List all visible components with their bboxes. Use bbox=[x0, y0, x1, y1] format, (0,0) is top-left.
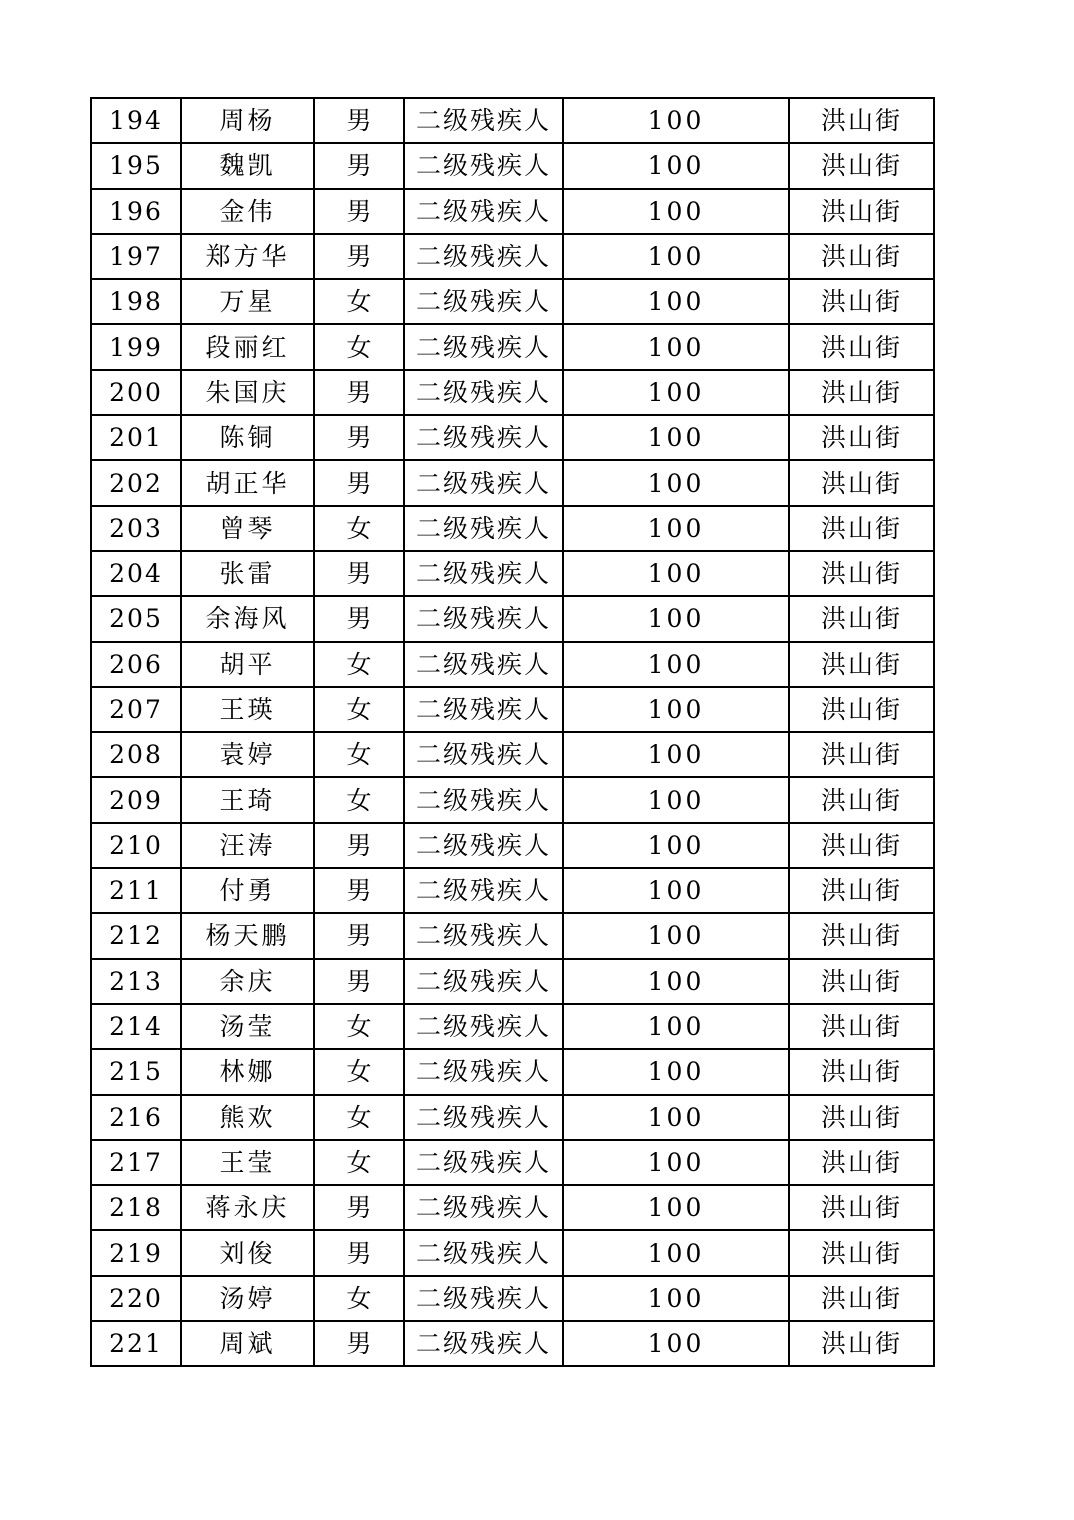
name-cell: 余海风 bbox=[181, 596, 314, 641]
gender-cell: 男 bbox=[314, 370, 404, 415]
table-row bbox=[91, 143, 934, 188]
roster-table-body bbox=[91, 98, 934, 1366]
row-number-cell: 219 bbox=[91, 1230, 181, 1275]
street-cell: 洪山街 bbox=[789, 1185, 934, 1230]
street-cell: 洪山街 bbox=[789, 143, 934, 188]
amount-cell: 100 bbox=[563, 868, 789, 913]
table-row bbox=[91, 1140, 934, 1185]
disability-level-cell: 二级残疾人 bbox=[404, 460, 563, 505]
street-cell: 洪山街 bbox=[789, 1276, 934, 1321]
gender-cell: 男 bbox=[314, 1185, 404, 1230]
table-row bbox=[91, 642, 934, 687]
table-row bbox=[91, 732, 934, 777]
disability-level-cell: 二级残疾人 bbox=[404, 913, 563, 958]
amount-cell: 100 bbox=[563, 460, 789, 505]
amount-cell: 100 bbox=[563, 777, 789, 822]
disability-level-cell: 二级残疾人 bbox=[404, 687, 563, 732]
row-number-cell: 200 bbox=[91, 370, 181, 415]
row-number-cell: 210 bbox=[91, 823, 181, 868]
amount-cell: 100 bbox=[563, 1049, 789, 1094]
name-cell: 王瑛 bbox=[181, 687, 314, 732]
disability-level-cell: 二级残疾人 bbox=[404, 1230, 563, 1275]
gender-cell: 女 bbox=[314, 732, 404, 777]
gender-cell: 女 bbox=[314, 1276, 404, 1321]
amount-cell: 100 bbox=[563, 1276, 789, 1321]
disability-level-cell: 二级残疾人 bbox=[404, 868, 563, 913]
row-number-cell: 205 bbox=[91, 596, 181, 641]
name-cell: 余庆 bbox=[181, 959, 314, 1004]
row-number-cell: 196 bbox=[91, 189, 181, 234]
gender-cell: 男 bbox=[314, 1321, 404, 1366]
street-cell: 洪山街 bbox=[789, 823, 934, 868]
name-cell: 胡正华 bbox=[181, 460, 314, 505]
row-number-cell: 211 bbox=[91, 868, 181, 913]
row-number-cell: 221 bbox=[91, 1321, 181, 1366]
street-cell: 洪山街 bbox=[789, 234, 934, 279]
street-cell: 洪山街 bbox=[789, 370, 934, 415]
row-number-cell: 209 bbox=[91, 777, 181, 822]
name-cell: 万星 bbox=[181, 279, 314, 324]
table-row bbox=[91, 1049, 934, 1094]
name-cell: 郑方华 bbox=[181, 234, 314, 279]
table-row bbox=[91, 777, 934, 822]
table-row bbox=[91, 1276, 934, 1321]
name-cell: 杨天鹏 bbox=[181, 913, 314, 958]
name-cell: 蒋永庆 bbox=[181, 1185, 314, 1230]
name-cell: 周杨 bbox=[181, 98, 314, 143]
name-cell: 付勇 bbox=[181, 868, 314, 913]
amount-cell: 100 bbox=[563, 324, 789, 369]
name-cell: 袁婷 bbox=[181, 732, 314, 777]
name-cell: 熊欢 bbox=[181, 1095, 314, 1140]
name-cell: 林娜 bbox=[181, 1049, 314, 1094]
amount-cell: 100 bbox=[563, 1185, 789, 1230]
street-cell: 洪山街 bbox=[789, 506, 934, 551]
amount-cell: 100 bbox=[563, 551, 789, 596]
amount-cell: 100 bbox=[563, 823, 789, 868]
row-number-cell: 208 bbox=[91, 732, 181, 777]
table-row bbox=[91, 551, 934, 596]
disability-level-cell: 二级残疾人 bbox=[404, 1140, 563, 1185]
amount-cell: 100 bbox=[563, 415, 789, 460]
row-number-cell: 195 bbox=[91, 143, 181, 188]
street-cell: 洪山街 bbox=[789, 460, 934, 505]
table-row bbox=[91, 370, 934, 415]
row-number-cell: 204 bbox=[91, 551, 181, 596]
gender-cell: 女 bbox=[314, 279, 404, 324]
row-number-cell: 214 bbox=[91, 1004, 181, 1049]
name-cell: 金伟 bbox=[181, 189, 314, 234]
name-cell: 刘俊 bbox=[181, 1230, 314, 1275]
street-cell: 洪山街 bbox=[789, 1321, 934, 1366]
table-row bbox=[91, 868, 934, 913]
disability-level-cell: 二级残疾人 bbox=[404, 732, 563, 777]
row-number-cell: 207 bbox=[91, 687, 181, 732]
table-row bbox=[91, 1004, 934, 1049]
row-number-cell: 216 bbox=[91, 1095, 181, 1140]
street-cell: 洪山街 bbox=[789, 732, 934, 777]
disability-level-cell: 二级残疾人 bbox=[404, 823, 563, 868]
gender-cell: 男 bbox=[314, 868, 404, 913]
amount-cell: 100 bbox=[563, 234, 789, 279]
amount-cell: 100 bbox=[563, 279, 789, 324]
row-number-cell: 194 bbox=[91, 98, 181, 143]
disability-level-cell: 二级残疾人 bbox=[404, 551, 563, 596]
disability-level-cell: 二级残疾人 bbox=[404, 143, 563, 188]
name-cell: 汪涛 bbox=[181, 823, 314, 868]
table-row bbox=[91, 596, 934, 641]
amount-cell: 100 bbox=[563, 1004, 789, 1049]
name-cell: 汤婷 bbox=[181, 1276, 314, 1321]
row-number-cell: 217 bbox=[91, 1140, 181, 1185]
row-number-cell: 206 bbox=[91, 642, 181, 687]
name-cell: 张雷 bbox=[181, 551, 314, 596]
gender-cell: 男 bbox=[314, 596, 404, 641]
row-number-cell: 218 bbox=[91, 1185, 181, 1230]
gender-cell: 女 bbox=[314, 506, 404, 551]
gender-cell: 女 bbox=[314, 324, 404, 369]
street-cell: 洪山街 bbox=[789, 324, 934, 369]
amount-cell: 100 bbox=[563, 1095, 789, 1140]
table-row bbox=[91, 1185, 934, 1230]
amount-cell: 100 bbox=[563, 98, 789, 143]
disability-level-cell: 二级残疾人 bbox=[404, 1004, 563, 1049]
street-cell: 洪山街 bbox=[789, 98, 934, 143]
street-cell: 洪山街 bbox=[789, 1004, 934, 1049]
gender-cell: 男 bbox=[314, 189, 404, 234]
amount-cell: 100 bbox=[563, 143, 789, 188]
name-cell: 王琦 bbox=[181, 777, 314, 822]
disability-level-cell: 二级残疾人 bbox=[404, 234, 563, 279]
disability-level-cell: 二级残疾人 bbox=[404, 1185, 563, 1230]
street-cell: 洪山街 bbox=[789, 868, 934, 913]
amount-cell: 100 bbox=[563, 596, 789, 641]
street-cell: 洪山街 bbox=[789, 777, 934, 822]
name-cell: 陈铜 bbox=[181, 415, 314, 460]
table-row bbox=[91, 415, 934, 460]
disability-level-cell: 二级残疾人 bbox=[404, 777, 563, 822]
amount-cell: 100 bbox=[563, 959, 789, 1004]
amount-cell: 100 bbox=[563, 687, 789, 732]
street-cell: 洪山街 bbox=[789, 642, 934, 687]
row-number-cell: 212 bbox=[91, 913, 181, 958]
street-cell: 洪山街 bbox=[789, 189, 934, 234]
amount-cell: 100 bbox=[563, 732, 789, 777]
row-number-cell: 213 bbox=[91, 959, 181, 1004]
gender-cell: 女 bbox=[314, 687, 404, 732]
gender-cell: 男 bbox=[314, 551, 404, 596]
disability-level-cell: 二级残疾人 bbox=[404, 959, 563, 1004]
name-cell: 朱国庆 bbox=[181, 370, 314, 415]
gender-cell: 男 bbox=[314, 959, 404, 1004]
row-number-cell: 202 bbox=[91, 460, 181, 505]
street-cell: 洪山街 bbox=[789, 1095, 934, 1140]
street-cell: 洪山街 bbox=[789, 687, 934, 732]
street-cell: 洪山街 bbox=[789, 913, 934, 958]
gender-cell: 男 bbox=[314, 823, 404, 868]
table-row bbox=[91, 234, 934, 279]
street-cell: 洪山街 bbox=[789, 279, 934, 324]
row-number-cell: 203 bbox=[91, 506, 181, 551]
gender-cell: 女 bbox=[314, 642, 404, 687]
row-number-cell: 199 bbox=[91, 324, 181, 369]
disability-level-cell: 二级残疾人 bbox=[404, 370, 563, 415]
name-cell: 周斌 bbox=[181, 1321, 314, 1366]
amount-cell: 100 bbox=[563, 189, 789, 234]
street-cell: 洪山街 bbox=[789, 1140, 934, 1185]
table-row bbox=[91, 189, 934, 234]
table-row bbox=[91, 460, 934, 505]
amount-cell: 100 bbox=[563, 1321, 789, 1366]
name-cell: 段丽红 bbox=[181, 324, 314, 369]
name-cell: 曾琴 bbox=[181, 506, 314, 551]
gender-cell: 男 bbox=[314, 98, 404, 143]
gender-cell: 女 bbox=[314, 1095, 404, 1140]
table-row bbox=[91, 913, 934, 958]
roster-table bbox=[90, 97, 935, 1367]
amount-cell: 100 bbox=[563, 1140, 789, 1185]
table-row bbox=[91, 279, 934, 324]
row-number-cell: 201 bbox=[91, 415, 181, 460]
row-number-cell: 215 bbox=[91, 1049, 181, 1094]
disability-level-cell: 二级残疾人 bbox=[404, 324, 563, 369]
street-cell: 洪山街 bbox=[789, 959, 934, 1004]
table-row bbox=[91, 324, 934, 369]
row-number-cell: 197 bbox=[91, 234, 181, 279]
disability-level-cell: 二级残疾人 bbox=[404, 1095, 563, 1140]
name-cell: 胡平 bbox=[181, 642, 314, 687]
disability-level-cell: 二级残疾人 bbox=[404, 415, 563, 460]
table-row bbox=[91, 506, 934, 551]
table-row bbox=[91, 1230, 934, 1275]
table-row bbox=[91, 1321, 934, 1366]
gender-cell: 男 bbox=[314, 913, 404, 958]
street-cell: 洪山街 bbox=[789, 415, 934, 460]
table-row bbox=[91, 687, 934, 732]
disability-level-cell: 二级残疾人 bbox=[404, 98, 563, 143]
gender-cell: 女 bbox=[314, 1004, 404, 1049]
amount-cell: 100 bbox=[563, 506, 789, 551]
gender-cell: 女 bbox=[314, 1049, 404, 1094]
street-cell: 洪山街 bbox=[789, 551, 934, 596]
disability-level-cell: 二级残疾人 bbox=[404, 642, 563, 687]
disability-level-cell: 二级残疾人 bbox=[404, 279, 563, 324]
gender-cell: 女 bbox=[314, 777, 404, 822]
gender-cell: 男 bbox=[314, 143, 404, 188]
row-number-cell: 220 bbox=[91, 1276, 181, 1321]
disability-level-cell: 二级残疾人 bbox=[404, 1276, 563, 1321]
gender-cell: 男 bbox=[314, 460, 404, 505]
table-row bbox=[91, 959, 934, 1004]
disability-level-cell: 二级残疾人 bbox=[404, 1049, 563, 1094]
street-cell: 洪山街 bbox=[789, 596, 934, 641]
disability-level-cell: 二级残疾人 bbox=[404, 506, 563, 551]
disability-level-cell: 二级残疾人 bbox=[404, 189, 563, 234]
disability-level-cell: 二级残疾人 bbox=[404, 1321, 563, 1366]
table-row bbox=[91, 1095, 934, 1140]
name-cell: 汤莹 bbox=[181, 1004, 314, 1049]
amount-cell: 100 bbox=[563, 370, 789, 415]
gender-cell: 女 bbox=[314, 1140, 404, 1185]
table-row bbox=[91, 823, 934, 868]
amount-cell: 100 bbox=[563, 1230, 789, 1275]
street-cell: 洪山街 bbox=[789, 1049, 934, 1094]
street-cell: 洪山街 bbox=[789, 1230, 934, 1275]
gender-cell: 男 bbox=[314, 1230, 404, 1275]
gender-cell: 男 bbox=[314, 415, 404, 460]
table-row bbox=[91, 98, 934, 143]
name-cell: 王莹 bbox=[181, 1140, 314, 1185]
amount-cell: 100 bbox=[563, 642, 789, 687]
disability-level-cell: 二级残疾人 bbox=[404, 596, 563, 641]
name-cell: 魏凯 bbox=[181, 143, 314, 188]
row-number-cell: 198 bbox=[91, 279, 181, 324]
gender-cell: 男 bbox=[314, 234, 404, 279]
amount-cell: 100 bbox=[563, 913, 789, 958]
